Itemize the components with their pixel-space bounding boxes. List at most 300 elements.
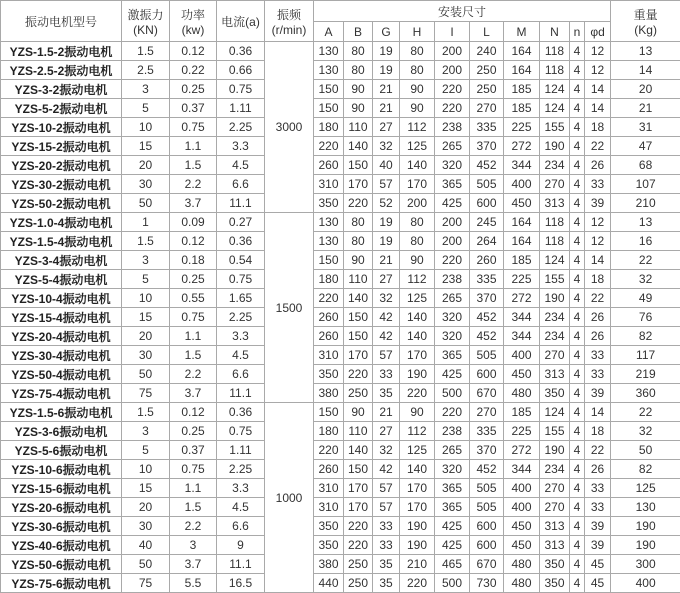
cell-current: 4.5 — [217, 346, 265, 365]
cell-dim: 350 — [314, 517, 344, 536]
cell-force: 15 — [122, 479, 170, 498]
cell-current: 0.66 — [217, 61, 265, 80]
cell-dim: 170 — [400, 479, 435, 498]
cell-dim: 350 — [540, 384, 570, 403]
cell-dim: 19 — [373, 61, 400, 80]
cell-dim: 452 — [470, 156, 504, 175]
cell-model: YZS-1.5-2振动电机 — [1, 42, 122, 61]
cell-dim: 4 — [570, 137, 585, 156]
cell-dim: 27 — [373, 118, 400, 137]
cell-dim: 450 — [504, 365, 540, 384]
cell-dim: 200 — [435, 61, 470, 80]
cell-power: 1.1 — [170, 327, 217, 346]
cell-weight: 22 — [611, 251, 680, 270]
cell-weight: 14 — [611, 61, 680, 80]
cell-dim: 4 — [570, 346, 585, 365]
table-row — [1, 536, 680, 555]
cell-model: YZS-1.0-4振动电机 — [1, 213, 122, 232]
cell-dim: 140 — [400, 308, 435, 327]
cell-dim: 180 — [314, 270, 344, 289]
cell-dim: 670 — [470, 384, 504, 403]
cell-force: 5 — [122, 99, 170, 118]
cell-current: 0.75 — [217, 80, 265, 99]
cell-model: YZS-30-4振动电机 — [1, 346, 122, 365]
cell-dim: 180 — [314, 422, 344, 441]
cell-dim: 90 — [344, 99, 373, 118]
table-row — [1, 80, 680, 99]
cell-force: 1.5 — [122, 403, 170, 422]
cell-current: 6.6 — [217, 517, 265, 536]
cell-model: YZS-30-2振动电机 — [1, 175, 122, 194]
cell-dim: 335 — [470, 270, 504, 289]
cell-dim: 4 — [570, 441, 585, 460]
cell-dim: 270 — [540, 479, 570, 498]
cell-dim: 350 — [540, 574, 570, 593]
cell-dim: 45 — [585, 555, 611, 574]
cell-power: 0.75 — [170, 460, 217, 479]
header-speed-unit: (r/min) — [272, 23, 307, 37]
cell-dim: 4 — [570, 498, 585, 517]
cell-dim: 90 — [400, 80, 435, 99]
cell-dim: 310 — [314, 479, 344, 498]
cell-dim: 130 — [314, 61, 344, 80]
cell-dim: 170 — [400, 175, 435, 194]
cell-dim: 150 — [314, 251, 344, 270]
cell-dim: 400 — [504, 498, 540, 517]
cell-force: 1.5 — [122, 232, 170, 251]
cell-force: 3 — [122, 80, 170, 99]
cell-dim: 400 — [504, 479, 540, 498]
cell-dim: 80 — [344, 213, 373, 232]
cell-dim: 505 — [470, 498, 504, 517]
cell-dim: 4 — [570, 156, 585, 175]
table-row — [1, 574, 680, 593]
cell-power: 0.37 — [170, 99, 217, 118]
cell-model: YZS-75-6振动电机 — [1, 574, 122, 593]
cell-speed: 1500 — [265, 213, 314, 403]
cell-dim: 190 — [540, 441, 570, 460]
cell-dim: 425 — [435, 365, 470, 384]
cell-dim: 21 — [373, 403, 400, 422]
cell-dim: 225 — [504, 118, 540, 137]
cell-dim: 57 — [373, 498, 400, 517]
cell-dim: 42 — [373, 308, 400, 327]
cell-dim: 465 — [435, 555, 470, 574]
header-weight-unit: (Kg) — [634, 23, 657, 37]
cell-dim: 350 — [540, 555, 570, 574]
cell-dim: 370 — [470, 441, 504, 460]
cell-dim: 220 — [314, 289, 344, 308]
cell-dim: 124 — [540, 99, 570, 118]
cell-dim: 112 — [400, 422, 435, 441]
cell-weight: 360 — [611, 384, 680, 403]
cell-dim: 140 — [400, 327, 435, 346]
cell-dim: 450 — [504, 517, 540, 536]
cell-force: 3 — [122, 251, 170, 270]
cell-dim: 39 — [585, 517, 611, 536]
header-power-unit: (kw) — [182, 23, 205, 37]
cell-power: 5.5 — [170, 574, 217, 593]
cell-dim: 260 — [314, 308, 344, 327]
cell-current: 2.25 — [217, 460, 265, 479]
cell-dim: 190 — [400, 536, 435, 555]
cell-dim: 238 — [435, 118, 470, 137]
cell-dim: 150 — [344, 460, 373, 479]
header-dim: n — [570, 22, 585, 42]
header-dim: G — [373, 22, 400, 42]
cell-current: 11.1 — [217, 555, 265, 574]
cell-dim: 112 — [400, 118, 435, 137]
cell-dim: 272 — [504, 137, 540, 156]
cell-model: YZS-3-6振动电机 — [1, 422, 122, 441]
cell-dim: 250 — [344, 574, 373, 593]
cell-dim: 125 — [400, 137, 435, 156]
cell-dim: 19 — [373, 232, 400, 251]
cell-dim: 140 — [344, 441, 373, 460]
cell-dim: 730 — [470, 574, 504, 593]
cell-current: 0.54 — [217, 251, 265, 270]
cell-dim: 220 — [314, 137, 344, 156]
cell-dim: 452 — [470, 327, 504, 346]
cell-dim: 500 — [435, 574, 470, 593]
cell-dim: 57 — [373, 346, 400, 365]
cell-dim: 260 — [314, 327, 344, 346]
cell-model: YZS-5-6振动电机 — [1, 441, 122, 460]
cell-dim: 35 — [373, 384, 400, 403]
cell-dim: 190 — [540, 137, 570, 156]
cell-dim: 110 — [344, 118, 373, 137]
cell-dim: 220 — [435, 403, 470, 422]
cell-dim: 220 — [314, 441, 344, 460]
cell-dim: 480 — [504, 384, 540, 403]
cell-force: 20 — [122, 156, 170, 175]
cell-dim: 124 — [540, 403, 570, 422]
cell-dim: 4 — [570, 80, 585, 99]
cell-dim: 118 — [540, 42, 570, 61]
cell-force: 75 — [122, 574, 170, 593]
cell-dim: 250 — [344, 384, 373, 403]
cell-dim: 220 — [344, 517, 373, 536]
cell-model: YZS-3-2振动电机 — [1, 80, 122, 99]
cell-current: 9 — [217, 536, 265, 555]
cell-weight: 125 — [611, 479, 680, 498]
cell-dim: 220 — [344, 194, 373, 213]
cell-dim: 150 — [314, 403, 344, 422]
cell-current: 3.3 — [217, 137, 265, 156]
cell-force: 10 — [122, 289, 170, 308]
cell-weight: 32 — [611, 270, 680, 289]
cell-dim: 164 — [504, 213, 540, 232]
cell-power: 2.2 — [170, 175, 217, 194]
cell-dim: 220 — [435, 80, 470, 99]
cell-force: 50 — [122, 365, 170, 384]
cell-dim: 4 — [570, 479, 585, 498]
cell-dim: 4 — [570, 251, 585, 270]
table-row — [1, 327, 680, 346]
cell-force: 1.5 — [122, 42, 170, 61]
cell-force: 20 — [122, 498, 170, 517]
cell-dim: 22 — [585, 289, 611, 308]
cell-model: YZS-10-2振动电机 — [1, 118, 122, 137]
cell-dim: 4 — [570, 422, 585, 441]
cell-dim: 180 — [314, 118, 344, 137]
cell-force: 40 — [122, 536, 170, 555]
cell-power: 1.1 — [170, 479, 217, 498]
cell-dim: 380 — [314, 384, 344, 403]
cell-dim: 240 — [470, 42, 504, 61]
cell-dim: 42 — [373, 327, 400, 346]
cell-dim: 4 — [570, 574, 585, 593]
cell-weight: 107 — [611, 175, 680, 194]
cell-dim: 80 — [400, 42, 435, 61]
cell-current: 11.1 — [217, 194, 265, 213]
cell-power: 0.22 — [170, 61, 217, 80]
cell-force: 50 — [122, 555, 170, 574]
cell-dim: 32 — [373, 137, 400, 156]
cell-model: YZS-40-6振动电机 — [1, 536, 122, 555]
cell-dim: 320 — [435, 156, 470, 175]
cell-dim: 35 — [373, 574, 400, 593]
cell-force: 30 — [122, 175, 170, 194]
cell-dim: 320 — [435, 327, 470, 346]
cell-dim: 52 — [373, 194, 400, 213]
cell-dim: 90 — [400, 251, 435, 270]
cell-power: 1.1 — [170, 137, 217, 156]
cell-power: 0.37 — [170, 441, 217, 460]
cell-force: 30 — [122, 346, 170, 365]
cell-dim: 270 — [540, 175, 570, 194]
cell-current: 0.75 — [217, 270, 265, 289]
cell-dim: 110 — [344, 270, 373, 289]
cell-dim: 33 — [585, 346, 611, 365]
cell-dim: 365 — [435, 479, 470, 498]
table-row — [1, 270, 680, 289]
cell-dim: 124 — [540, 251, 570, 270]
cell-dim: 365 — [435, 498, 470, 517]
cell-dim: 350 — [314, 194, 344, 213]
cell-weight: 190 — [611, 517, 680, 536]
cell-dim: 140 — [400, 156, 435, 175]
cell-dim: 4 — [570, 42, 585, 61]
cell-dim: 80 — [400, 232, 435, 251]
cell-dim: 250 — [344, 555, 373, 574]
cell-model: YZS-2.5-2振动电机 — [1, 61, 122, 80]
cell-dim: 185 — [504, 403, 540, 422]
cell-dim: 600 — [470, 194, 504, 213]
cell-dim: 238 — [435, 270, 470, 289]
cell-power: 0.75 — [170, 308, 217, 327]
cell-dim: 250 — [470, 61, 504, 80]
cell-dim: 90 — [344, 403, 373, 422]
cell-current: 1.11 — [217, 441, 265, 460]
cell-dim: 27 — [373, 422, 400, 441]
cell-power: 0.12 — [170, 232, 217, 251]
header-dim: L — [470, 22, 504, 42]
cell-dim: 4 — [570, 118, 585, 137]
cell-dim: 150 — [344, 156, 373, 175]
header-power-label: 功率 — [181, 8, 205, 22]
table-row — [1, 441, 680, 460]
cell-dim: 270 — [540, 346, 570, 365]
cell-dim: 265 — [435, 137, 470, 156]
cell-dim: 225 — [504, 422, 540, 441]
header-force-unit: (KN) — [133, 23, 158, 37]
cell-dim: 220 — [344, 365, 373, 384]
cell-power: 0.12 — [170, 42, 217, 61]
cell-dim: 190 — [400, 365, 435, 384]
header-weight — [611, 1, 680, 42]
header-dim: A — [314, 22, 344, 42]
cell-dim: 33 — [585, 498, 611, 517]
cell-current: 2.25 — [217, 118, 265, 137]
cell-power: 1.5 — [170, 346, 217, 365]
cell-dim: 125 — [400, 441, 435, 460]
cell-model: YZS-5-2振动电机 — [1, 99, 122, 118]
table-row — [1, 175, 680, 194]
cell-dim: 450 — [504, 194, 540, 213]
cell-dim: 350 — [314, 365, 344, 384]
cell-force: 10 — [122, 460, 170, 479]
cell-dim: 225 — [504, 270, 540, 289]
cell-dim: 272 — [504, 289, 540, 308]
cell-weight: 20 — [611, 80, 680, 99]
cell-dim: 260 — [314, 460, 344, 479]
cell-dim: 33 — [373, 536, 400, 555]
cell-dim: 400 — [504, 175, 540, 194]
cell-dim: 260 — [470, 251, 504, 270]
cell-dim: 12 — [585, 232, 611, 251]
cell-dim: 600 — [470, 517, 504, 536]
cell-dim: 26 — [585, 308, 611, 327]
cell-weight: 21 — [611, 99, 680, 118]
header-speed — [265, 1, 314, 42]
cell-weight: 400 — [611, 574, 680, 593]
cell-dim: 260 — [314, 156, 344, 175]
cell-model: YZS-20-4振动电机 — [1, 327, 122, 346]
table-row — [1, 555, 680, 574]
cell-dim: 265 — [435, 441, 470, 460]
cell-dim: 344 — [504, 460, 540, 479]
cell-dim: 80 — [344, 61, 373, 80]
cell-dim: 90 — [344, 80, 373, 99]
cell-model: YZS-75-4振动电机 — [1, 384, 122, 403]
cell-power: 3.7 — [170, 555, 217, 574]
cell-model: YZS-50-4振动电机 — [1, 365, 122, 384]
cell-current: 11.1 — [217, 384, 265, 403]
cell-dim: 155 — [540, 422, 570, 441]
cell-dim: 130 — [314, 42, 344, 61]
cell-current: 0.27 — [217, 213, 265, 232]
cell-dim: 124 — [540, 80, 570, 99]
cell-model: YZS-50-6振动电机 — [1, 555, 122, 574]
cell-dim: 245 — [470, 213, 504, 232]
cell-current: 1.11 — [217, 99, 265, 118]
cell-dim: 33 — [373, 365, 400, 384]
cell-model: YZS-20-2振动电机 — [1, 156, 122, 175]
cell-current: 3.3 — [217, 479, 265, 498]
cell-dim: 130 — [314, 232, 344, 251]
cell-dim: 270 — [470, 403, 504, 422]
cell-dim: 26 — [585, 460, 611, 479]
cell-dim: 118 — [540, 61, 570, 80]
cell-dim: 320 — [435, 460, 470, 479]
cell-dim: 12 — [585, 213, 611, 232]
cell-dim: 4 — [570, 308, 585, 327]
cell-current: 6.6 — [217, 175, 265, 194]
cell-dim: 14 — [585, 403, 611, 422]
cell-dim: 80 — [400, 213, 435, 232]
cell-dim: 170 — [344, 175, 373, 194]
table-row — [1, 289, 680, 308]
table-row — [1, 213, 680, 232]
cell-weight: 31 — [611, 118, 680, 137]
cell-dim: 26 — [585, 156, 611, 175]
cell-dim: 4 — [570, 232, 585, 251]
cell-dim: 40 — [373, 156, 400, 175]
cell-model: YZS-1.5-4振动电机 — [1, 232, 122, 251]
cell-model: YZS-5-4振动电机 — [1, 270, 122, 289]
cell-dim: 39 — [585, 194, 611, 213]
cell-power: 0.25 — [170, 80, 217, 99]
cell-dim: 164 — [504, 61, 540, 80]
cell-dim: 12 — [585, 61, 611, 80]
cell-dim: 112 — [400, 270, 435, 289]
header-model: 振动电机型号 — [1, 1, 122, 42]
cell-current: 0.36 — [217, 232, 265, 251]
cell-dim: 270 — [540, 498, 570, 517]
cell-force: 20 — [122, 327, 170, 346]
cell-dim: 110 — [344, 422, 373, 441]
cell-power: 0.25 — [170, 422, 217, 441]
header-dim: H — [400, 22, 435, 42]
cell-dim: 4 — [570, 327, 585, 346]
cell-dim: 452 — [470, 308, 504, 327]
cell-dim: 80 — [344, 232, 373, 251]
cell-current: 6.6 — [217, 365, 265, 384]
cell-dim: 200 — [400, 194, 435, 213]
cell-dim: 234 — [540, 327, 570, 346]
cell-dim: 344 — [504, 308, 540, 327]
cell-dim: 125 — [400, 289, 435, 308]
cell-model: YZS-10-4振动电机 — [1, 289, 122, 308]
cell-dim: 33 — [373, 517, 400, 536]
cell-force: 15 — [122, 308, 170, 327]
cell-dim: 335 — [470, 118, 504, 137]
cell-dim: 42 — [373, 460, 400, 479]
cell-dim: 4 — [570, 270, 585, 289]
cell-dim: 220 — [400, 574, 435, 593]
cell-weight: 82 — [611, 460, 680, 479]
cell-dim: 344 — [504, 327, 540, 346]
cell-dim: 380 — [314, 555, 344, 574]
cell-dim: 335 — [470, 422, 504, 441]
cell-dim: 505 — [470, 175, 504, 194]
table-row — [1, 498, 680, 517]
table-row — [1, 384, 680, 403]
cell-dim: 18 — [585, 270, 611, 289]
cell-dim: 200 — [435, 232, 470, 251]
cell-dim: 400 — [504, 346, 540, 365]
cell-dim: 164 — [504, 42, 540, 61]
cell-dim: 14 — [585, 80, 611, 99]
cell-model: YZS-50-2振动电机 — [1, 194, 122, 213]
cell-dim: 22 — [585, 441, 611, 460]
cell-power: 3.7 — [170, 384, 217, 403]
cell-dim: 90 — [400, 403, 435, 422]
cell-power: 0.25 — [170, 270, 217, 289]
cell-dim: 350 — [314, 536, 344, 555]
cell-dim: 272 — [504, 441, 540, 460]
